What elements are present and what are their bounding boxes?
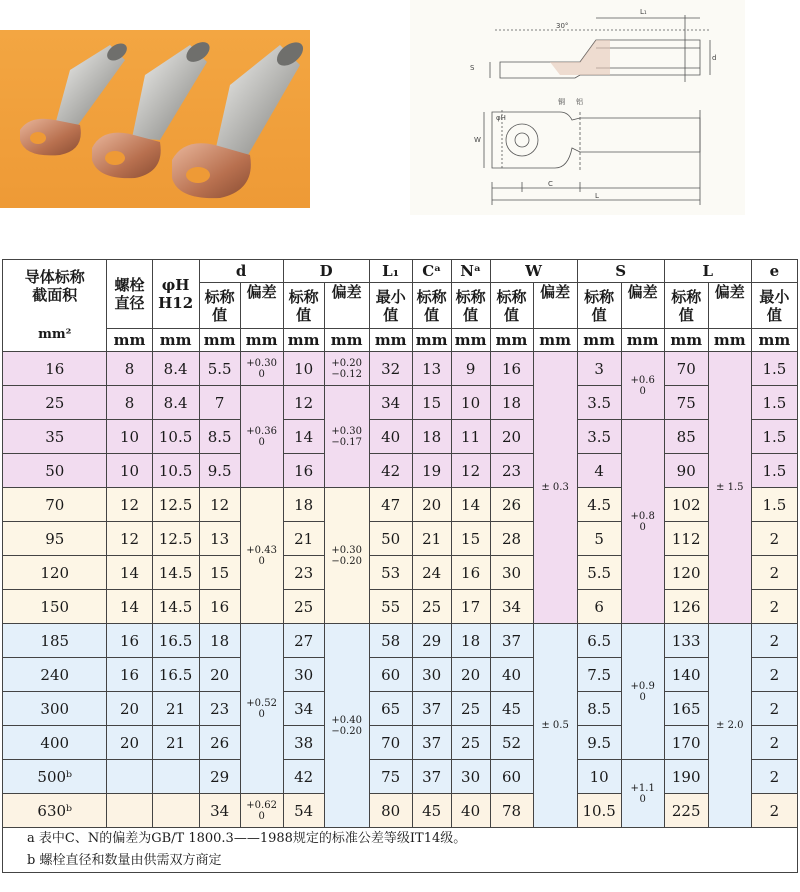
cell-W: 16 — [490, 352, 533, 386]
cell-e: 2 — [751, 658, 797, 692]
D-tolerance-cell: +0.30 −0.20 — [324, 488, 369, 624]
table-row — [3, 590, 798, 624]
cell-bolt-diameter: 14 — [107, 556, 152, 590]
cell-D: 27 — [283, 624, 324, 658]
unit-d-tol: mm — [240, 329, 283, 352]
cell-N: 12 — [451, 454, 490, 488]
cell-W: 45 — [490, 692, 533, 726]
cell-L1: 58 — [369, 624, 412, 658]
cell-conductor-area: 50 — [3, 454, 107, 488]
cell-conductor-area: 95 — [3, 522, 107, 556]
header-C: Cᵃ — [412, 260, 451, 283]
cell-bolt-diameter — [107, 794, 152, 828]
cell-D: 23 — [283, 556, 324, 590]
cell-conductor-area: 400 — [3, 726, 107, 760]
cell-e: 1.5 — [751, 352, 797, 386]
cell-e: 2 — [751, 794, 797, 828]
header-D: D — [283, 260, 369, 283]
cell-L: 85 — [664, 420, 708, 454]
cell-W: 30 — [490, 556, 533, 590]
cell-L: 102 — [664, 488, 708, 522]
cell-N: 14 — [451, 488, 490, 522]
note-b: b 螺栓直径和数量由供需双方商定 — [27, 853, 222, 868]
cell-D: 18 — [283, 488, 324, 522]
cell-conductor-area: 300 — [3, 692, 107, 726]
cell-C: 37 — [412, 726, 451, 760]
cell-L: 70 — [664, 352, 708, 386]
unit-e: mm — [751, 329, 797, 352]
cell-L: 170 — [664, 726, 708, 760]
d-tolerance-cell: +0.52 0 — [240, 624, 283, 794]
cell-d: 29 — [199, 760, 240, 794]
cell-L: 140 — [664, 658, 708, 692]
header-D-tolerance: 偏差 — [324, 283, 369, 329]
cell-N: 9 — [451, 352, 490, 386]
W-tolerance-cell: ± 0.5 — [533, 624, 577, 828]
table-row — [3, 658, 798, 692]
table-body — [3, 352, 798, 828]
cell-N: 20 — [451, 658, 490, 692]
table-row — [3, 556, 798, 590]
cell-S: 6.5 — [577, 624, 621, 658]
cable-lugs-illustration — [0, 30, 310, 208]
cell-bolt-diameter: 16 — [107, 624, 152, 658]
cell-D: 10 — [283, 352, 324, 386]
drawing-w-label: W — [474, 136, 481, 144]
cell-C: 25 — [412, 590, 451, 624]
cell-phiH: 8.4 — [152, 352, 199, 386]
cell-D: 25 — [283, 590, 324, 624]
cell-D: 42 — [283, 760, 324, 794]
cell-D: 34 — [283, 692, 324, 726]
header-W-tolerance: 偏差 — [533, 283, 577, 329]
cell-phiH: 16.5 — [152, 624, 199, 658]
drawing-s-label: S — [470, 64, 475, 72]
S-tolerance-cell: +0.8 0 — [621, 420, 664, 624]
cell-S: 3 — [577, 352, 621, 386]
cell-N: 30 — [451, 760, 490, 794]
cell-bolt-diameter: 8 — [107, 386, 152, 420]
cell-S: 6 — [577, 590, 621, 624]
cell-C: 45 — [412, 794, 451, 828]
cell-conductor-area: 25 — [3, 386, 107, 420]
cell-L: 90 — [664, 454, 708, 488]
cell-L: 112 — [664, 522, 708, 556]
cell-bolt-diameter: 20 — [107, 726, 152, 760]
cell-D: 54 — [283, 794, 324, 828]
cell-D: 14 — [283, 420, 324, 454]
cell-W: 20 — [490, 420, 533, 454]
D-tolerance-cell: +0.40 −0.20 — [324, 624, 369, 828]
cell-W: 23 — [490, 454, 533, 488]
D-tolerance-cell: +0.30 −0.17 — [324, 386, 369, 488]
cell-e: 2 — [751, 556, 797, 590]
cell-N: 18 — [451, 624, 490, 658]
table-row — [3, 726, 798, 760]
table-row — [3, 624, 798, 658]
unit-C: mm — [412, 329, 451, 352]
drawing-c-label: C — [548, 180, 553, 188]
header-conductor: 导体标称 截面积 mm² — [3, 260, 107, 352]
cell-W: 34 — [490, 590, 533, 624]
cell-C: 24 — [412, 556, 451, 590]
cell-L1: 34 — [369, 386, 412, 420]
cell-phiH: 8.4 — [152, 386, 199, 420]
cell-d: 7 — [199, 386, 240, 420]
cell-D: 30 — [283, 658, 324, 692]
header-L-tolerance: 偏差 — [708, 283, 751, 329]
header-W: W — [490, 260, 577, 283]
specification-table — [2, 259, 798, 873]
cell-conductor-area: 70 — [3, 488, 107, 522]
cell-W: 78 — [490, 794, 533, 828]
table-row — [3, 488, 798, 522]
cell-D: 21 — [283, 522, 324, 556]
cell-L1: 53 — [369, 556, 412, 590]
cell-L: 126 — [664, 590, 708, 624]
cell-bolt-diameter: 14 — [107, 590, 152, 624]
table-row — [3, 692, 798, 726]
cell-L1: 55 — [369, 590, 412, 624]
S-tolerance-cell: +0.6 0 — [621, 352, 664, 420]
cell-bolt-diameter: 16 — [107, 658, 152, 692]
cell-e: 2 — [751, 692, 797, 726]
cell-phiH: 10.5 — [152, 454, 199, 488]
cell-C: 29 — [412, 624, 451, 658]
cell-bolt-diameter: 10 — [107, 420, 152, 454]
header-N-nominal: 标称 值 — [451, 283, 490, 329]
cell-conductor-area: 35 — [3, 420, 107, 454]
cell-L1: 60 — [369, 658, 412, 692]
cell-conductor-area: 240 — [3, 658, 107, 692]
unit-S-tol: mm — [621, 329, 664, 352]
cell-bolt-diameter: 12 — [107, 522, 152, 556]
unit-bolt: mm — [107, 329, 152, 352]
table-row — [3, 794, 798, 828]
table-row — [3, 420, 798, 454]
cell-W: 26 — [490, 488, 533, 522]
cell-S: 10.5 — [577, 794, 621, 828]
cell-phiH: 14.5 — [152, 590, 199, 624]
cell-W: 60 — [490, 760, 533, 794]
unit-D-tol: mm — [324, 329, 369, 352]
unit-D: mm — [283, 329, 324, 352]
cell-L: 225 — [664, 794, 708, 828]
cell-e: 2 — [751, 760, 797, 794]
cell-C: 19 — [412, 454, 451, 488]
unit-d: mm — [199, 329, 240, 352]
cell-phiH: 14.5 — [152, 556, 199, 590]
D-tolerance-cell: +0.20 −0.12 — [324, 352, 369, 386]
lug-dimension-drawing — [410, 0, 745, 215]
cell-L: 165 — [664, 692, 708, 726]
cell-S: 10 — [577, 760, 621, 794]
cell-phiH: 21 — [152, 726, 199, 760]
header-S-tolerance: 偏差 — [621, 283, 664, 329]
cell-N: 25 — [451, 726, 490, 760]
unit-W-tol: mm — [533, 329, 577, 352]
cell-N: 16 — [451, 556, 490, 590]
product-photo — [0, 30, 310, 208]
cell-W: 37 — [490, 624, 533, 658]
cell-D: 12 — [283, 386, 324, 420]
cell-conductor-area: 16 — [3, 352, 107, 386]
cell-d: 26 — [199, 726, 240, 760]
cell-d: 9.5 — [199, 454, 240, 488]
cell-S: 5.5 — [577, 556, 621, 590]
cell-W: 40 — [490, 658, 533, 692]
cell-d: 23 — [199, 692, 240, 726]
cell-L1: 70 — [369, 726, 412, 760]
header-L-nominal: 标称 值 — [664, 283, 708, 329]
cell-conductor-area: 185 — [3, 624, 107, 658]
cell-L1: 80 — [369, 794, 412, 828]
cell-conductor-area: 500ᵇ — [3, 760, 107, 794]
header-S: S — [577, 260, 664, 283]
cell-phiH — [152, 760, 199, 794]
cell-e: 1.5 — [751, 420, 797, 454]
cell-bolt-diameter: 20 — [107, 692, 152, 726]
unit-L-tol: mm — [708, 329, 751, 352]
cell-L1: 42 — [369, 454, 412, 488]
S-tolerance-cell: +0.9 0 — [621, 624, 664, 760]
cell-L: 190 — [664, 760, 708, 794]
cell-e: 2 — [751, 624, 797, 658]
header-L: L — [664, 260, 751, 283]
L-tolerance-cell: ± 2.0 — [708, 624, 751, 828]
table-notes — [3, 828, 798, 873]
header-d: d — [199, 260, 283, 283]
d-tolerance-cell: +0.36 0 — [240, 386, 283, 488]
cell-conductor-area: 150 — [3, 590, 107, 624]
cell-L: 75 — [664, 386, 708, 420]
cell-bolt-diameter: 12 — [107, 488, 152, 522]
drawing-angle-label: 30° — [556, 22, 569, 30]
cell-e: 1.5 — [751, 386, 797, 420]
cell-S: 8.5 — [577, 692, 621, 726]
header-e-min: 最小 值 — [751, 283, 797, 329]
header-W-nominal: 标称 值 — [490, 283, 533, 329]
S-tolerance-cell: +1.1 0 — [621, 760, 664, 828]
cell-S: 5 — [577, 522, 621, 556]
cell-S: 4.5 — [577, 488, 621, 522]
cell-bolt-diameter: 8 — [107, 352, 152, 386]
L-tolerance-cell: ± 1.5 — [708, 352, 751, 624]
cell-d: 5.5 — [199, 352, 240, 386]
cell-C: 37 — [412, 692, 451, 726]
cell-L1: 65 — [369, 692, 412, 726]
cell-L1: 47 — [369, 488, 412, 522]
cell-N: 40 — [451, 794, 490, 828]
cell-bolt-diameter: 10 — [107, 454, 152, 488]
cell-d: 16 — [199, 590, 240, 624]
cell-L: 133 — [664, 624, 708, 658]
cell-d: 15 — [199, 556, 240, 590]
drawing-cu-label: 铜 — [558, 98, 565, 106]
table-row — [3, 454, 798, 488]
d-tolerance-cell: +0.43 0 — [240, 488, 283, 624]
header-e: e — [751, 260, 797, 283]
cell-S: 3.5 — [577, 420, 621, 454]
table-row — [3, 386, 798, 420]
cell-bolt-diameter — [107, 760, 152, 794]
drawing-l1-label: L₁ — [640, 8, 647, 16]
cell-e: 2 — [751, 590, 797, 624]
table-row — [3, 760, 798, 794]
cell-e: 2 — [751, 522, 797, 556]
table-row — [3, 522, 798, 556]
cell-S: 3.5 — [577, 386, 621, 420]
cell-D: 16 — [283, 454, 324, 488]
cell-N: 25 — [451, 692, 490, 726]
cell-W: 52 — [490, 726, 533, 760]
unit-W: mm — [490, 329, 533, 352]
cell-conductor-area: 630ᵇ — [3, 794, 107, 828]
cell-N: 10 — [451, 386, 490, 420]
cell-W: 28 — [490, 522, 533, 556]
unit-L1: mm — [369, 329, 412, 352]
drawing-l-label: L — [595, 192, 599, 200]
drawing-d-label: d — [712, 54, 717, 62]
cell-phiH: 12.5 — [152, 488, 199, 522]
header-d-nominal: 标称 值 — [199, 283, 240, 329]
technical-drawing — [410, 0, 745, 215]
cell-d: 13 — [199, 522, 240, 556]
cell-S: 7.5 — [577, 658, 621, 692]
cell-D: 38 — [283, 726, 324, 760]
header-N: Nᵃ — [451, 260, 490, 283]
cell-W: 18 — [490, 386, 533, 420]
cell-L1: 75 — [369, 760, 412, 794]
cell-conductor-area: 120 — [3, 556, 107, 590]
cell-C: 37 — [412, 760, 451, 794]
d-tolerance-cell: +0.30 0 — [240, 352, 283, 386]
unit-S: mm — [577, 329, 621, 352]
cell-phiH: 10.5 — [152, 420, 199, 454]
cell-phiH: 16.5 — [152, 658, 199, 692]
cell-d: 34 — [199, 794, 240, 828]
header-D-nominal: 标称 值 — [283, 283, 324, 329]
note-a: a 表中C、N的偏差为GB/T 1800.3——1988规定的标准公差等级IT14级。 — [27, 831, 467, 846]
cell-L1: 32 — [369, 352, 412, 386]
header-L1: L₁ — [369, 260, 412, 283]
cell-N: 17 — [451, 590, 490, 624]
cell-phiH: 12.5 — [152, 522, 199, 556]
cell-d: 20 — [199, 658, 240, 692]
W-tolerance-cell: ± 0.3 — [533, 352, 577, 624]
table-row — [3, 352, 798, 386]
cell-C: 13 — [412, 352, 451, 386]
cell-L: 120 — [664, 556, 708, 590]
unit-N: mm — [451, 329, 490, 352]
cell-C: 15 — [412, 386, 451, 420]
unit-phiH: mm — [152, 329, 199, 352]
cell-d: 8.5 — [199, 420, 240, 454]
cell-N: 11 — [451, 420, 490, 454]
cell-L1: 50 — [369, 522, 412, 556]
header-bolt: 螺栓 直径 — [107, 260, 152, 329]
cell-L1: 40 — [369, 420, 412, 454]
cell-S: 4 — [577, 454, 621, 488]
cell-phiH: 21 — [152, 692, 199, 726]
cell-S: 9.5 — [577, 726, 621, 760]
drawing-phi-label: φH — [496, 114, 506, 122]
cell-N: 15 — [451, 522, 490, 556]
cell-e: 1.5 — [751, 454, 797, 488]
cell-d: 12 — [199, 488, 240, 522]
d-tolerance-cell: +0.62 0 — [240, 794, 283, 828]
cell-d: 18 — [199, 624, 240, 658]
drawing-al-label: 铝 — [576, 98, 583, 106]
cell-e: 1.5 — [751, 488, 797, 522]
header-C-nominal: 标称 值 — [412, 283, 451, 329]
cell-e: 2 — [751, 726, 797, 760]
header-S-nominal: 标称 值 — [577, 283, 621, 329]
cell-C: 20 — [412, 488, 451, 522]
cell-C: 30 — [412, 658, 451, 692]
unit-L: mm — [664, 329, 708, 352]
header-phiH: φH H12 — [152, 260, 199, 329]
header-L1-min: 最小 值 — [369, 283, 412, 329]
cell-phiH — [152, 794, 199, 828]
cell-C: 21 — [412, 522, 451, 556]
header-d-tolerance: 偏差 — [240, 283, 283, 329]
cell-C: 18 — [412, 420, 451, 454]
